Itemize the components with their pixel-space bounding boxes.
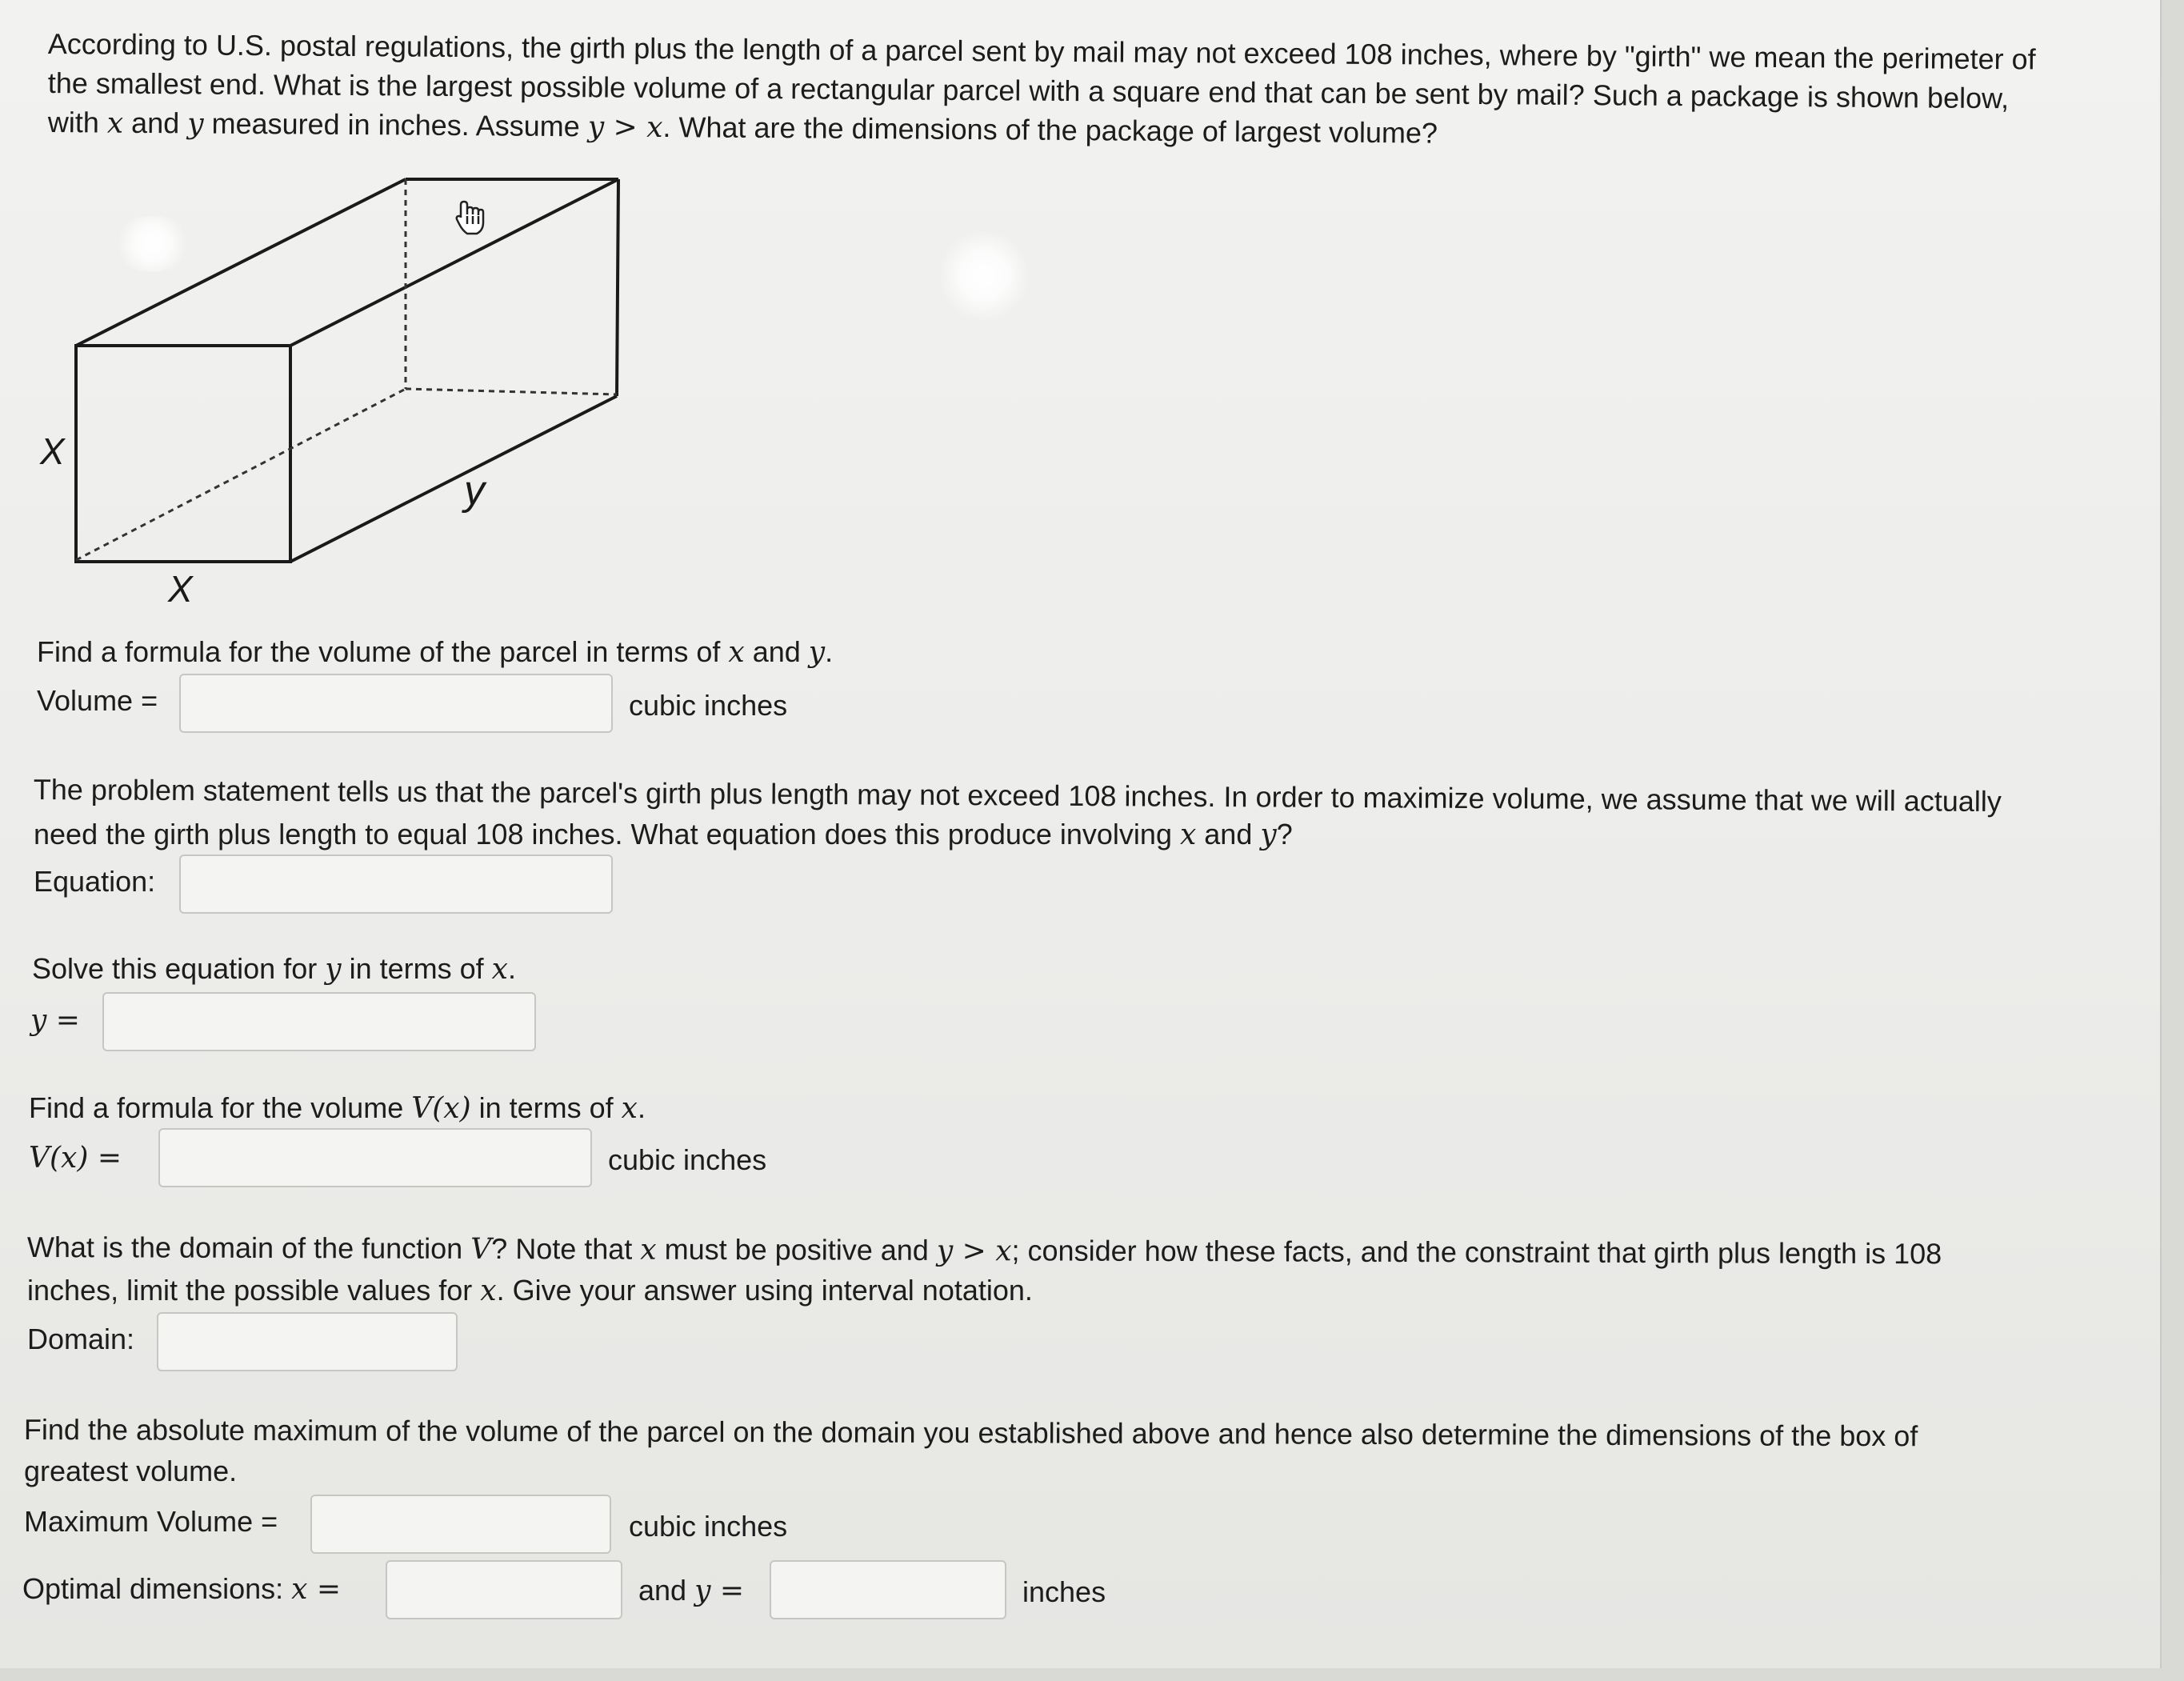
q5-text-line-1: What is the domain of the function V? Note that x must be positive and y > x; consider how these facts, and the constraint that girth plus length is 108 <box>26 1231 1942 1271</box>
screen-glare <box>940 228 1028 324</box>
vx-unit: cubic inches <box>608 1143 767 1176</box>
vx-input[interactable] <box>158 1128 592 1187</box>
front-face <box>76 346 290 562</box>
hand-cursor-icon <box>457 202 483 234</box>
q5-text-line-2: inches, limit the possible values for x. Give your answer using interval notation. <box>27 1274 1033 1307</box>
q4-prompt: Find a formula for the volume V(x) in terms of x. <box>29 1091 646 1125</box>
optimal-y-input[interactable] <box>770 1560 1006 1619</box>
q3-prompt: Solve this equation for y in terms of x. <box>32 952 516 986</box>
equation-input[interactable] <box>179 855 613 914</box>
q6-text-line-1: Find the absolute maximum of the volume of the parcel on the domain you established above and hence also determine the dimensions of the box of <box>23 1413 1918 1453</box>
y-label: y <box>464 467 485 514</box>
y-equals-label: y = <box>30 1004 80 1037</box>
optimal-x-input[interactable] <box>386 1560 622 1619</box>
equation-label: Equation: <box>34 865 156 898</box>
problem-line-2: the smallest end. What is the largest possible volume of a rectangular parcel with a square end that can be sent by mail? Such a package is shown below, <box>47 66 2010 115</box>
q6-text-line-2: greatest volume. <box>24 1455 238 1487</box>
q2-text-line-2: need the girth plus length to equal 108 inches. What equation does this produce involving x and y? <box>34 818 1293 851</box>
parcel-diagram <box>24 168 632 616</box>
and-y-label: and y = <box>638 1574 745 1607</box>
domain-input[interactable] <box>157 1312 458 1371</box>
max-volume-input[interactable] <box>310 1495 611 1554</box>
optimal-dimensions-label: Optimal dimensions: x = <box>22 1572 342 1606</box>
side-x-label: X <box>40 430 65 472</box>
problem-line-3: with x and y measured in inches. Assume y > x. What are the dimensions of the package of largest volume? <box>47 105 1438 150</box>
domain-label: Domain: <box>27 1323 135 1355</box>
max-volume-unit: cubic inches <box>629 1510 788 1543</box>
problem-line-1: According to U.S. postal regulations, the girth plus the length of a parcel sent by mail may not exceed 108 inches, where by "girth" we mean the perimeter of <box>47 26 2036 76</box>
volume-label: Volume = <box>37 684 158 717</box>
dimensions-unit: inches <box>1022 1575 1106 1608</box>
volume-input[interactable] <box>179 674 613 733</box>
q2-text-line-1: The problem statement tells us that the parcel's girth plus length may not exceed 108 inches. In order to maximize volume, we assume that we will actually <box>33 772 2002 818</box>
bottom-x-label: X <box>168 568 193 610</box>
vx-equals-label: V(x) = <box>29 1142 122 1175</box>
q1-prompt: Find a formula for the volume of the parcel in terms of x and y. <box>37 635 834 669</box>
volume-unit: cubic inches <box>629 689 788 722</box>
y-input[interactable] <box>102 992 536 1051</box>
max-volume-label: Maximum Volume = <box>24 1505 278 1538</box>
